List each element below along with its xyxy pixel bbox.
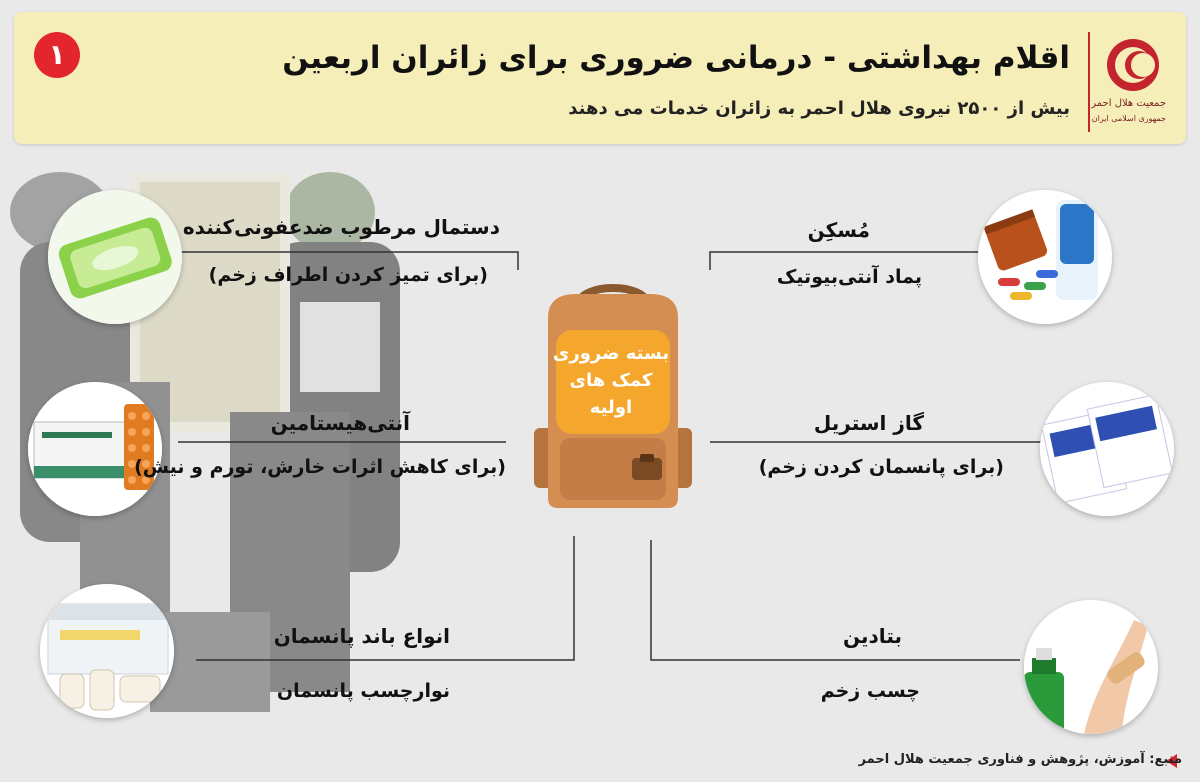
crescent-icon	[1106, 38, 1160, 92]
first-aid-kit-label-line2: کمک های	[569, 370, 653, 391]
wipes-thumbnail	[48, 190, 182, 324]
first-aid-kit-label	[548, 340, 674, 421]
antihistamine-box-icon	[28, 382, 162, 516]
page-subtitle: بیش از ۲۵۰۰ نیروی هلال احمر به زائران خدمات می دهند	[568, 98, 1070, 119]
item-note-betadine: چسب زخم	[820, 680, 920, 702]
first-aid-kit-label-line1: بسته ضروری	[552, 343, 670, 364]
betadine-thumbnail	[1024, 600, 1158, 734]
betadine-bottle-and-plaster-icon	[1024, 600, 1158, 734]
item-note-bandage: نوارچسب پانسمان	[276, 680, 450, 702]
item-label-gauze: گاز استریل	[813, 411, 924, 435]
item-label-antihistamine: آنتی‌هیستامین	[270, 411, 410, 435]
item-note-painkiller: پماد آنتی‌بیوتیک	[776, 266, 922, 288]
logo-text-secondary: جمهوری اسلامی ایران	[1091, 114, 1166, 123]
gauze-thumbnail	[1040, 382, 1174, 516]
first-aid-kit-label-line3: اولیه	[589, 397, 633, 418]
antihistamine-thumbnail	[28, 382, 162, 516]
red-crescent-logo	[1088, 32, 1168, 132]
page-title: اقلام بهداشتی - درمانی ضروری برای زائران اربعین	[282, 40, 1070, 76]
page-number-badge: ۱	[34, 32, 80, 78]
painkiller-thumbnail	[978, 190, 1112, 324]
wet-wipes-package-icon	[48, 190, 182, 324]
item-label-wipes: دستمال مرطوب ضدعفونی‌کننده	[182, 215, 500, 239]
sterile-gauze-packs-icon	[1040, 382, 1174, 516]
source-footer: منبع: آموزش، پژوهش و فناوری جمعیت هلال احمر	[858, 752, 1182, 767]
logo-divider	[1088, 32, 1090, 132]
item-label-betadine: بتادین	[843, 624, 902, 648]
logo-text-primary: جمعیت هلال احمر	[1091, 98, 1166, 109]
header-bar	[14, 12, 1186, 144]
item-label-painkiller: مُسکِن	[807, 218, 870, 242]
pills-and-ointment-icon	[978, 190, 1112, 324]
item-note-gauze: (برای پانسمان کردن زخم)	[758, 456, 1004, 478]
bandage-roll-icon	[40, 584, 174, 718]
bandage-thumbnail	[40, 584, 174, 718]
item-note-wipes: (برای تمیز کردن اطراف زخم)	[208, 264, 488, 286]
item-label-bandage: انواع باند پانسمان	[273, 624, 450, 648]
item-note-antihistamine: (برای کاهش اثرات خارش، تورم و نیش)	[134, 456, 506, 478]
